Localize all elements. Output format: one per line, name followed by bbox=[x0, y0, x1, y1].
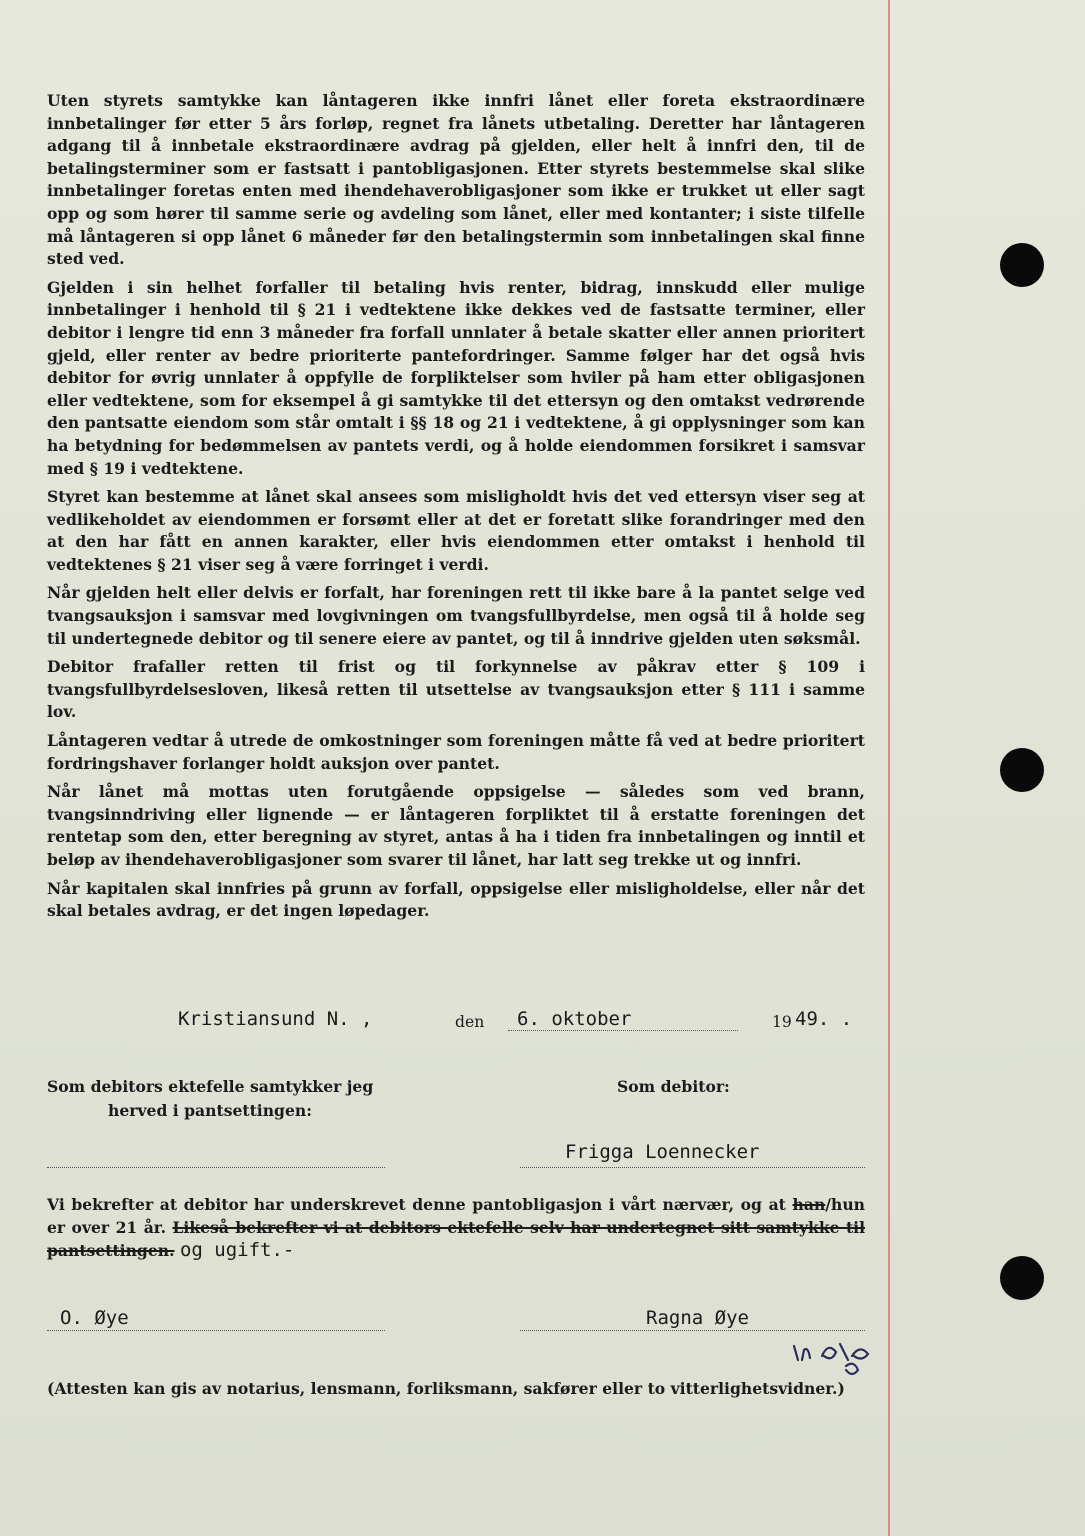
margin-line bbox=[888, 0, 890, 1536]
paragraph: Når gjelden helt eller delvis er forfalt, har foreningen rett til ikke bare å la pantet selge ved tvangsauksjon i samsvar med lovgivningen om tvangsfullbyrdelse, men også til å holde seg til undertegnede debitor og til senere eiere av pantet, og til å inndrive gjelden uten søksmål. bbox=[47, 583, 865, 648]
debtor-name: Frigga Loennecker bbox=[565, 1141, 760, 1163]
witness-confirmation bbox=[47, 1193, 865, 1262]
paragraph: Gjelden i sin helhet forfaller til betaling hvis renter, bidrag, innskudd eller mulige innbetalinger i henhold til § 21 i vedtektene ikke dekkes ved de fastsatte terminer, eller debitor i lengre tid enn 3 måneder fra forfall unnlater å betale skatter eller annen prioritert gjeld, eller renter av bedre prioriterte pantefordringer. Samme følger har det også hvis debitor for øvrig unnlater å oppfylle de forpliktelser som hviler på ham etter obligasjonen eller vedtektene, som for eksempel å gi samtykke til det ettersyn og den omtakst vedrørende den pantsatte eiendom som står omtalt i §§ 18 og 21 i vedtektene, å gi opplysninger som kan ha betydning for bedømmelsen av pantets verdi, og å holde eiendommen forsikret i samsvar med § 19 i vedtektene. bbox=[47, 277, 865, 478]
den-label: den bbox=[455, 1013, 485, 1031]
punch-hole bbox=[1000, 748, 1044, 792]
confirm-han: han bbox=[792, 1195, 826, 1214]
debtor-signature-line[interactable] bbox=[520, 1167, 865, 1168]
paragraph: Når kapitalen skal innfries på grunn av forfall, oppsigelse eller misligholdelse, eller når det skal betales avdrag, er det ingen løpedager. bbox=[47, 878, 865, 921]
paragraph: Uten styrets samtykke kan låntageren ikke innfri lånet eller foreta ekstraordinære innbetalinger før etter 5 års forløp, regnet fra lånets utbetaling. Deretter har låntageren adgang til å innbetale ekstraordinære avdrag på gjelden, eller helt å innfri den, til de betalingsterminer som er fastsatt i pantobligasjonen. Etter styrets bestemmelse skal slike innbetalinger foretas enten med ihendehaverobligasjoner som ikke er trukket ut eller sagt opp og som hører til samme serie og avdeling som lånet, eller med kontanter; i siste tilfelle må låntageren si opp lånet 6 måneder før den betalingstermin som innbetalingen skal finne sted ved. bbox=[47, 91, 865, 269]
paragraph: Debitor frafaller retten til frist og til forkynnelse av påkrav etter § 109 i tvangsfullbyrdelsesloven, likeså retten til utsettelse av tvangsauksjon etter § 111 i samme lov. bbox=[47, 657, 865, 722]
debtor-label: Som debitor: bbox=[617, 1077, 730, 1096]
confirm-hun: /hun bbox=[825, 1195, 865, 1214]
confirm-text: Vi bekrefter at debitor har underskrevet denne pantobligasjon i vårt nærvær, og at bbox=[47, 1195, 793, 1214]
year-prefix: 19 bbox=[772, 1013, 792, 1031]
date-line bbox=[508, 1030, 738, 1031]
date: 6. oktober bbox=[517, 1008, 632, 1030]
terms-body bbox=[47, 90, 865, 929]
footnote: (Attesten kan gis av notarius, lensmann, forliksmann, sakfører eller to vitterlighetsvidner.) bbox=[47, 1379, 845, 1398]
paragraph: Låntageren vedtar å utrede de omkostninger som foreningen måtte få ved at bedre prioritert fordringshaver forlanger holdt auksjon over pantet. bbox=[47, 731, 865, 773]
typed-addition: og ugift.- bbox=[179, 1239, 295, 1261]
spouse-label: Som debitors ektefelle samtykker jeg bbox=[47, 1077, 374, 1096]
spouse-signature-line[interactable] bbox=[47, 1167, 385, 1168]
witness-2: Ragna Øye bbox=[646, 1307, 749, 1329]
confirm-age: er over 21 år. bbox=[47, 1218, 173, 1237]
witness-1: O. Øye bbox=[60, 1307, 129, 1329]
spouse-label-cont: herved i pantsettingen: bbox=[108, 1101, 312, 1120]
punch-hole bbox=[1000, 1256, 1044, 1300]
year-suffix: 49. . bbox=[795, 1008, 853, 1030]
handwritten-stamp bbox=[788, 1330, 878, 1380]
paragraph: Styret kan bestemme at lånet skal ansees som misligholdt hvis det ved ettersyn viser seg at vedlikeholdet av eiendommen er forsømt eller at det er foretatt slike forandringer med den at den har fått en annen karakter, eller hvis eiendommen etter omtakst i henhold til vedtektenes § 21 viser seg å være forringet i verdi. bbox=[47, 487, 865, 574]
witness-1-line[interactable] bbox=[47, 1330, 385, 1331]
paragraph: Når lånet må mottas uten forutgående oppsigelse — således som ved brann, tvangsinndriving eller lignende — er låntageren forpliktet til å erstatte foreningen det rentetap som den, etter beregning av styret, antas å ha i tiden fra innbetalingen og inntil et beløp av ihendehaverobligasjoner som svarer til lånet, har latt seg trekke ut og innfri. bbox=[47, 782, 865, 869]
punch-hole bbox=[1000, 243, 1044, 287]
place: Kristiansund N. , bbox=[178, 1008, 373, 1030]
struck-clause: Likeså bekrefter vi at debitors ektefelle selv har undertegnet sitt samtykke til pantsettingen. bbox=[47, 1218, 866, 1260]
